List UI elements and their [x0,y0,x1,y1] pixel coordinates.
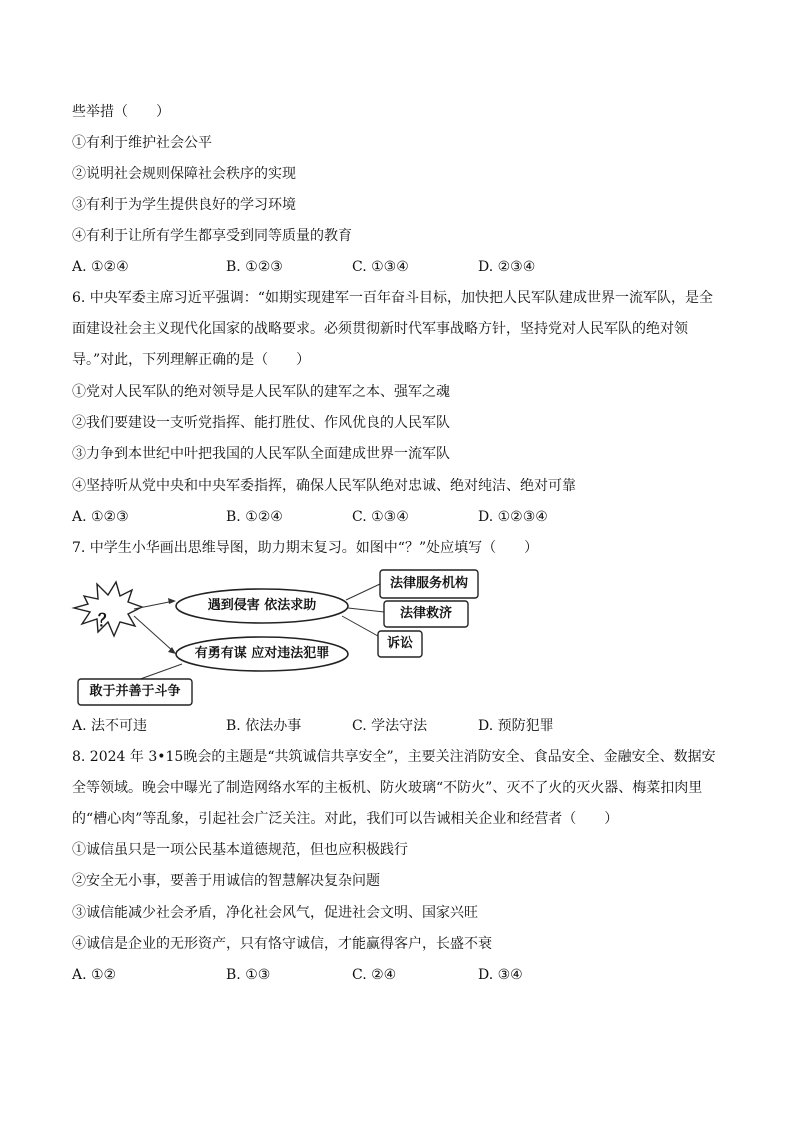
q5-item-4: ④有利于让所有学生都享受到同等质量的教育 [72,228,352,244]
q5-option-a: A. ①②④ [72,259,129,275]
q7-options [72,716,732,736]
q5-item-1: ①有利于维护社会公平 [72,135,212,151]
q8-item-4: ④诚信是企业的无形资产，只有恪守诚信，才能赢得客户，长盛不衰 [72,936,492,952]
q7-option-d: D. 预防犯罪 [478,718,554,734]
q6-item-2: ②我们要建设一支听党指挥、能打胜仗、作风优良的人民军队 [72,415,450,431]
q6-stem-line-3: 导。”对此，下列理解正确的是（ ） [72,352,311,368]
q8-option-d: D. ③④ [478,967,523,983]
q8-options [72,965,732,985]
box-legal-service-label: 法律服务机构 [389,576,468,591]
box-struggle-label: 敢于并善于斗争 [89,684,181,699]
q8-stem-line-1: 8. 2024 年 3•15晚会的主题是“共筑诚信共享安全”，主要关注消防安全、食品安全、金融安全、数据安 [72,749,716,765]
center-question-mark: ？ [98,611,115,631]
q5-options [72,257,732,277]
q6-stem-line-2: 面建设社会主义现代化国家的战略要求。必须贯彻新时代军事战略方针，坚持党对人民军队的绝对领 [72,321,688,337]
q6-option-d: D. ①②③④ [478,509,548,525]
q7-option-c: C. 学法守法 [352,718,428,734]
q7-option-b: B. 依法办事 [226,718,302,734]
q5-stem-tail: 些举措（ ） [72,104,170,120]
node-bottom-label: 有勇有谋 应对违法犯罪 [194,646,330,661]
box-legal-relief-label: 法律救济 [399,606,452,621]
q6-option-a: A. ①②③ [72,509,129,525]
q6-options [72,507,732,527]
q6-item-4: ④坚持听从党中央和中央军委指挥，确保人民军队绝对忠诚、绝对纯洁、绝对可靠 [72,478,576,494]
q8-option-b: B. ①③ [226,967,271,983]
q5-option-b: B. ①②③ [226,259,283,275]
q6-item-1: ①党对人民军队的绝对领导是人民军队的建军之本、强军之魂 [72,384,450,400]
q6-option-b: B. ①②④ [226,509,283,525]
q8-item-2: ②安全无小事，要善于用诚信的智慧解决复杂问题 [72,873,380,889]
q7-option-a: A. 法不可违 [72,718,148,734]
box-lawsuit-label: 诉讼 [386,636,413,651]
node-top-label: 遇到侵害 依法求助 [207,598,317,613]
q8-stem-line-3: 的“槽心肉”等乱象，引起社会广泛关注。对此，我们可以告诫相关企业和经营者（ ） [72,811,619,827]
q6-option-c: C. ①③④ [352,509,409,525]
q6-item-3: ③力争到本世纪中叶把我国的人民军队全面建成世界一流军队 [72,446,450,462]
mind-map-diagram [70,564,480,710]
q5-option-d: D. ②③④ [478,259,536,275]
q5-item-3: ③有利于为学生提供良好的学习环境 [72,197,296,213]
q8-option-c: C. ②④ [352,967,397,983]
q6-stem-line-1: 6. 中央军委主席习近平强调：“如期实现建军一百年奋斗目标，加快把人民军队建成世界一流军队，是全 [72,290,713,306]
q8-option-a: A. ①② [72,967,117,983]
q5-item-2: ②说明社会规则保障社会秩序的实现 [72,166,296,182]
q8-stem-line-2: 全等领域。晚会中曝光了制造网络水军的主板机、防火玻璃“不防火”、灭不了火的灭火器、梅菜扣肉里 [72,780,703,796]
q7-stem: 7. 中学生小华画出思维导图，助力期末复习。如图中“？”处应填写（ ） [72,540,539,556]
q8-item-1: ①诚信虽只是一项公民基本道德规范，但也应积极践行 [72,842,408,858]
q5-option-c: C. ①③④ [352,259,409,275]
q8-item-3: ③诚信能减少社会矛盾，净化社会风气，促进社会文明、国家兴旺 [72,905,478,921]
